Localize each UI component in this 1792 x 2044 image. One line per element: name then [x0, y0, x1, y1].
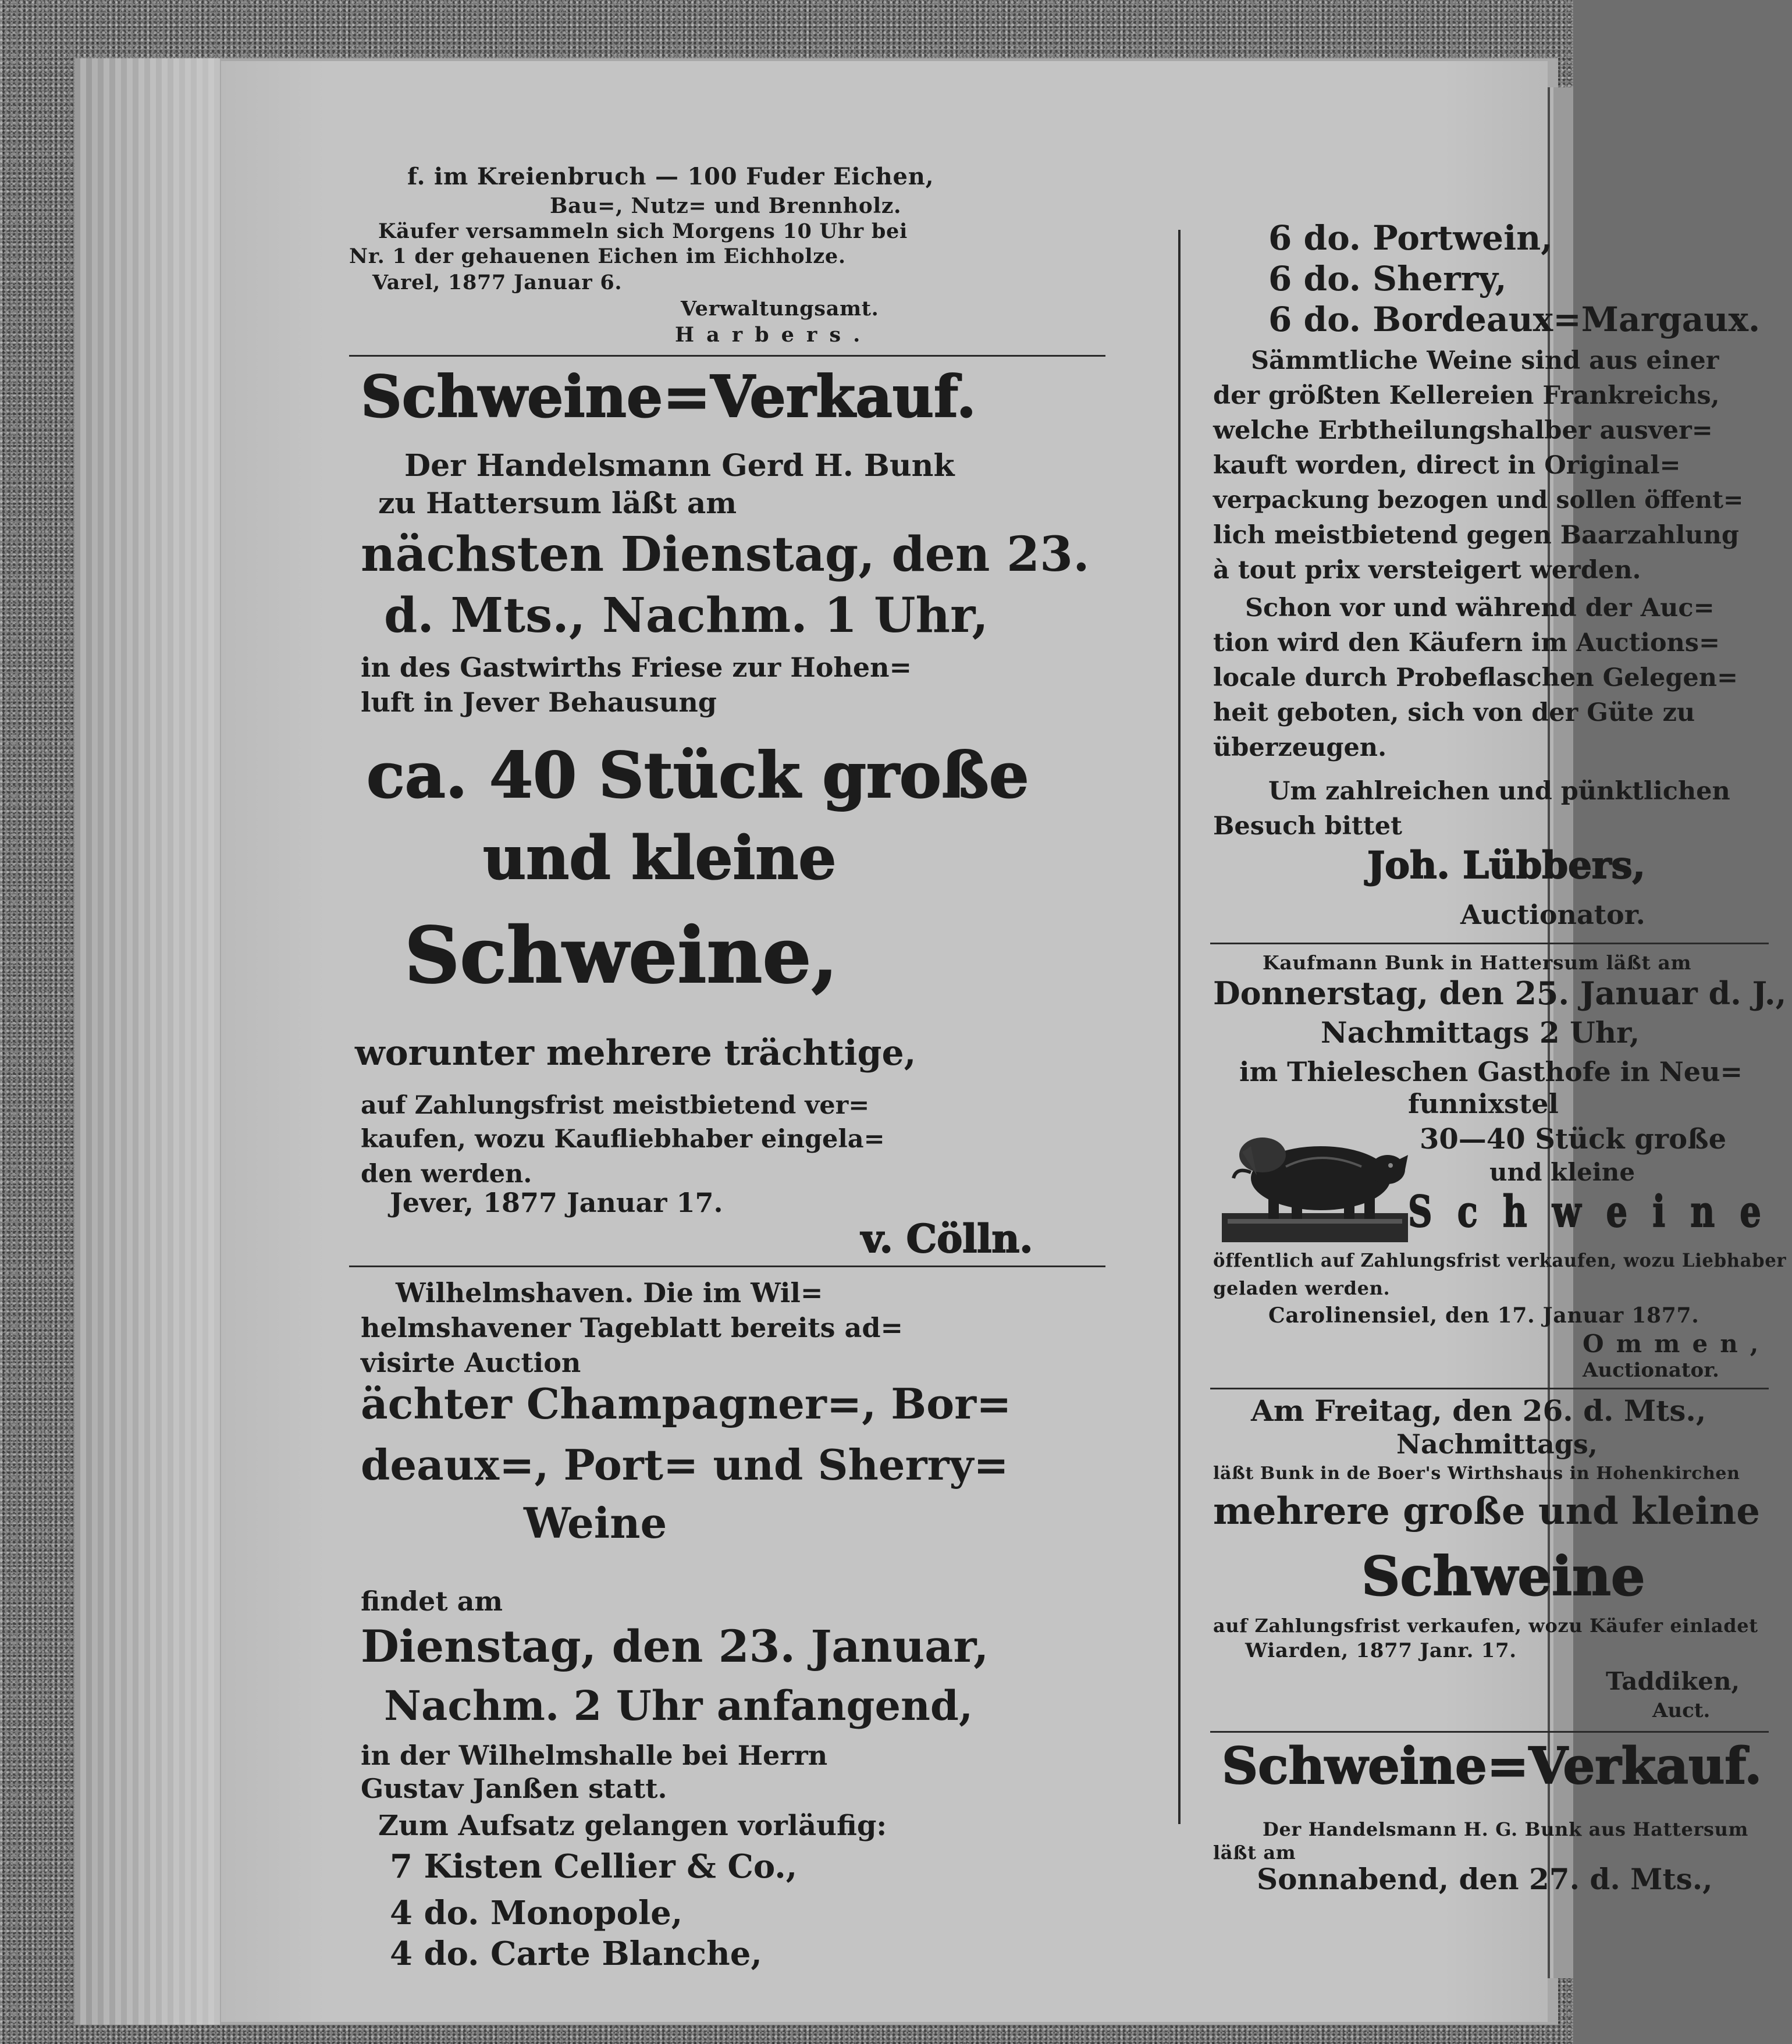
- ad-line: tion wird den Käufern im Auctions=: [1213, 628, 1720, 657]
- notice-line: Bau=, Nutz= und Brennholz.: [550, 194, 902, 218]
- ad-line: Nachmittags,: [1396, 1428, 1598, 1460]
- ad-line: Schweine: [1361, 1545, 1645, 1608]
- ad-separator: [1210, 943, 1769, 944]
- ad-signature: Joh. Lübbers,: [1367, 844, 1645, 887]
- ad-line: welche Erbtheilungshalber ausver=: [1213, 416, 1713, 445]
- ad-line: Donnerstag, den 25. Januar d. J.,: [1213, 975, 1787, 1012]
- ad-line: worunter mehrere trächtige,: [355, 1033, 916, 1073]
- notice-office: Verwaltungsamt.: [681, 297, 879, 321]
- ad-line: findet am: [361, 1586, 503, 1617]
- ad-signature: Taddiken,: [1606, 1667, 1740, 1695]
- ad-line: d. Mts., Nachm. 1 Uhr,: [384, 588, 989, 644]
- ad-line: helmshavener Tageblatt bereits ad=: [361, 1312, 904, 1343]
- ad-line: Schweine: [1408, 1187, 1787, 1237]
- notice-signature: Harbers.: [675, 323, 873, 347]
- notice-line: Nr. 1 der gehauenen Eichen im Eichholze.: [349, 244, 846, 268]
- ad-line: deaux=, Port= und Sherry=: [361, 1440, 1009, 1490]
- ad-separator: [349, 1265, 1105, 1267]
- ad-headline: Schweine=Verkauf.: [1222, 1737, 1762, 1796]
- ad-date: Wiarden, 1877 Janr. 17.: [1245, 1639, 1517, 1662]
- wine-item: 4 do. Monopole,: [390, 1894, 683, 1932]
- pig-woodcut-icon: [1222, 1120, 1408, 1242]
- ad-line: Um zahlreichen und pünktlichen: [1268, 777, 1730, 806]
- ad-line: Schon vor und während der Auc=: [1245, 593, 1715, 623]
- ad-line: Nachmittags 2 Uhr,: [1321, 1015, 1640, 1050]
- ad-signature: Ommen,: [1583, 1330, 1771, 1358]
- column-divider: [1178, 230, 1181, 1824]
- ad-line: Nachm. 2 Uhr anfangend,: [384, 1682, 973, 1730]
- ad-role: Auctionator.: [1583, 1359, 1719, 1382]
- notice-line: Käufer versammeln sich Morgens 10 Uhr bei: [378, 219, 908, 243]
- ad-line: ächter Champagner=, Bor=: [361, 1379, 1012, 1428]
- ad-line: und kleine: [483, 823, 837, 893]
- ad-line: Kaufmann Bunk in Hattersum läßt am: [1263, 951, 1692, 974]
- ad-line: ca. 40 Stück große: [367, 739, 1029, 812]
- ad-line: kaufen, wozu Kaufliebhaber eingela=: [361, 1125, 885, 1154]
- ad-line: funnixstel: [1408, 1088, 1559, 1119]
- ad-headline: Schweine=Verkauf.: [361, 364, 976, 431]
- ad-line: Sämmtliche Weine sind aus einer: [1251, 346, 1719, 375]
- ad-line: Gustav Janßen statt.: [361, 1773, 667, 1804]
- ad-line: Sonnabend, den 27. d. Mts.,: [1257, 1862, 1713, 1896]
- ad-role: Auct.: [1652, 1699, 1711, 1722]
- ad-line: Der Handelsmann H. G. Bunk aus Hattersum: [1263, 1818, 1749, 1840]
- newspaper-page: [221, 61, 1787, 2022]
- ad-line: locale durch Probeflaschen Gelegen=: [1213, 663, 1738, 692]
- wine-item: 7 Kisten Cellier & Co.,: [390, 1847, 798, 1886]
- ad-line: überzeugen.: [1213, 733, 1387, 762]
- ad-separator: [1210, 1388, 1769, 1389]
- ad-line: auf Zahlungsfrist meistbietend ver=: [361, 1091, 870, 1120]
- ad-line: Dienstag, den 23. Januar,: [361, 1620, 989, 1672]
- ad-role: Auctionator.: [1460, 899, 1645, 930]
- ad-line: Schweine,: [404, 911, 838, 1001]
- ad-line: läßt am: [1213, 1842, 1296, 1864]
- ad-line: Wilhelmshaven. Die im Wil=: [396, 1277, 823, 1309]
- ad-line: Besuch bittet: [1213, 812, 1402, 841]
- ad-line: heit geboten, sich von der Güte zu: [1213, 698, 1695, 727]
- ad-line: läßt Bunk in de Boer's Wirthshaus in Hohenkirchen: [1213, 1463, 1740, 1484]
- ad-line: lich meistbietend gegen Baarzahlung: [1213, 521, 1739, 550]
- ad-separator: [349, 355, 1105, 357]
- ad-date: Jever, 1877 Januar 17.: [390, 1187, 723, 1218]
- ad-line: à tout prix versteigert werden.: [1213, 556, 1641, 585]
- ad-line: zu Hattersum läßt am: [378, 486, 737, 520]
- ad-line: öffentlich auf Zahlungsfrist verkaufen, wozu Liebhaber: [1213, 1249, 1787, 1271]
- ad-line: in des Gastwirths Friese zur Hohen=: [361, 652, 912, 683]
- ad-line: Zum Aufsatz gelangen vorläufig:: [378, 1810, 887, 1842]
- ad-line: mehrere große und kleine: [1213, 1490, 1760, 1533]
- wine-item: 6 do. Sherry,: [1268, 259, 1507, 298]
- ad-line: geladen werden.: [1213, 1277, 1391, 1299]
- ad-signature: v. Cölln.: [861, 1216, 1033, 1261]
- ad-line: Weine: [524, 1498, 667, 1548]
- ad-line: kauft worden, direct in Original=: [1213, 451, 1681, 480]
- ad-line: Am Freitag, den 26. d. Mts.,: [1251, 1394, 1706, 1428]
- ad-line: den werden.: [361, 1160, 532, 1189]
- wine-item: 4 do. Carte Blanche,: [390, 1935, 762, 1973]
- ad-line: und kleine: [1489, 1158, 1635, 1186]
- ad-line: visirte Auction: [361, 1347, 581, 1378]
- ad-line: luft in Jever Behausung: [361, 687, 717, 718]
- ad-line: der größten Kellereien Frankreichs,: [1213, 381, 1720, 410]
- notice-line: f. im Kreienbruch — 100 Fuder Eichen,: [407, 163, 934, 190]
- ad-line: im Thieleschen Gasthofe in Neu=: [1239, 1056, 1743, 1087]
- notice-line: Varel, 1877 Januar 6.: [372, 271, 623, 294]
- ad-line: in der Wilhelmshalle bei Herrn: [361, 1740, 828, 1771]
- wine-item: 6 do. Bordeaux=Margaux.: [1268, 300, 1761, 339]
- ad-line: auf Zahlungsfrist verkaufen, wozu Käufer einladet: [1213, 1615, 1758, 1637]
- ad-line: Der Handelsmann Gerd H. Bunk: [404, 448, 955, 484]
- ad-line: 30—40 Stück große: [1420, 1123, 1727, 1156]
- ad-separator: [1210, 1731, 1769, 1733]
- wine-item: 6 do. Portwein,: [1268, 218, 1553, 258]
- ad-line: nächsten Dienstag, den 23.: [361, 527, 1090, 582]
- ad-line: verpackung bezogen und sollen öffent=: [1213, 486, 1744, 514]
- ad-date: Carolinensiel, den 17. Januar 1877.: [1268, 1303, 1699, 1328]
